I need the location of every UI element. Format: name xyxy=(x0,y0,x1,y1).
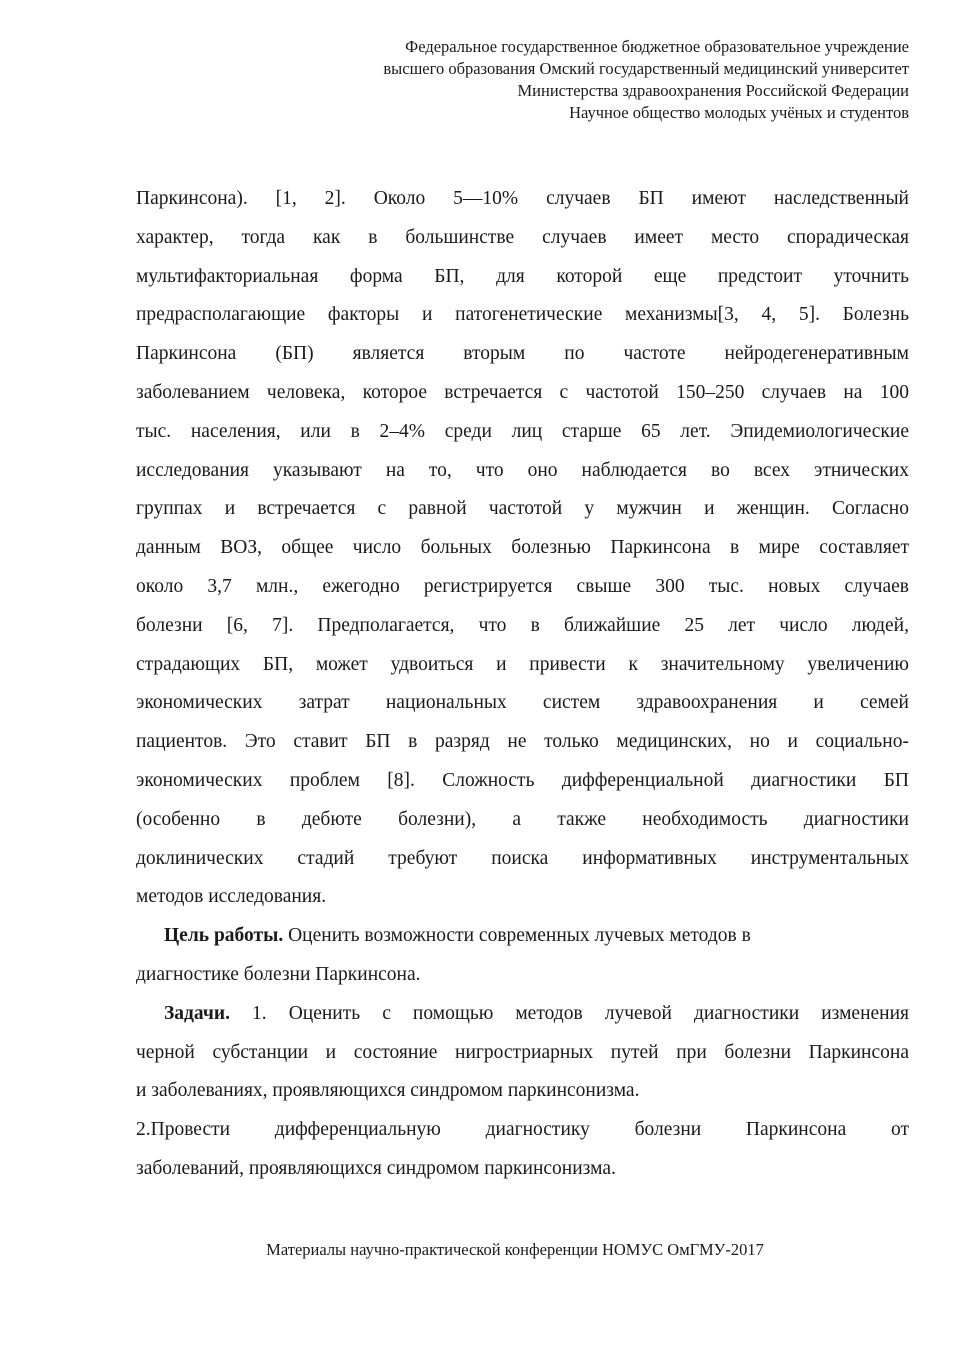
intro-paragraph xyxy=(136,180,909,917)
text-line: заболеванием человека, которое встречается с частотой 150–250 случаев на 100 xyxy=(136,381,909,403)
text-line: группах и встречается с равной частотой у мужчин и женщин. Согласно xyxy=(136,498,909,520)
tasks-paragraph xyxy=(136,995,909,1189)
text-line: доклинических стадий требуют поиска информативных инструментальных xyxy=(136,847,909,869)
text-line: предрасполагающие факторы и патогенетические механизмы[3, 4, 5]. Болезнь xyxy=(136,304,909,326)
conference-footer: Материалы научно-практической конференции НОМУС ОмГМУ-2017 xyxy=(266,1240,764,1259)
text-line: мультифакториальная форма БП, для которой еще предстоит уточнить xyxy=(136,265,909,287)
text-line: 2.Провести дифференциальную диагностику болезни Паркинсона от xyxy=(136,1119,909,1141)
institution-header xyxy=(136,36,909,124)
text-line: Паркинсона). [1, 2]. Около 5—10% случаев БП имеют наследственный xyxy=(136,188,909,209)
goal-text: Оценить возможности современных лучевых методов в xyxy=(283,925,751,947)
text-line: характер, тогда как в большинстве случаев имеет место спорадическая xyxy=(136,226,909,248)
text-line xyxy=(136,995,909,1034)
text-line: данным ВОЗ, общее число больных болезнью Паркинсона в мире составляет xyxy=(136,537,909,559)
text-line: методов исследования. xyxy=(136,886,327,908)
text-line: и заболеваниях, проявляющихся синдромом паркинсонизма. xyxy=(136,1080,640,1102)
text-line: заболеваний, проявляющихся синдромом паркинсонизма. xyxy=(136,1157,616,1179)
text-line: болезни [6, 7]. Предполагается, что в ближайшие 25 лет число людей, xyxy=(136,614,909,636)
main-text xyxy=(136,180,909,1189)
header-line: Научное общество молодых учёных и студентов xyxy=(569,103,909,122)
goal-label: Цель работы. xyxy=(164,925,284,947)
text-line: экономических проблем [8]. Сложность дифференциальной диагностики БП xyxy=(136,769,909,791)
text-line xyxy=(136,917,909,956)
header-line: Федеральное государственное бюджетное образовательное учреждение xyxy=(405,37,909,56)
tasks-text: 1. Оценить с помощью методов лучевой диагностики изменения xyxy=(229,1002,909,1024)
header-line: Министерства здравоохранения Российской Федерации xyxy=(517,81,909,100)
text-line: пациентов. Это ставит БП в разряд не только медицинских, но и социально- xyxy=(136,731,909,753)
text-line: диагностике болезни Паркинсона. xyxy=(136,963,421,985)
text-line: черной субстанции и состояние нигростриарных путей при болезни Паркинсона xyxy=(136,1041,909,1063)
goal-paragraph xyxy=(136,917,909,995)
tasks-label: Задачи. xyxy=(164,1002,230,1024)
text-line: тыс. населения, или в 2–4% среди лиц старше 65 лет. Эпидемиологические xyxy=(136,420,909,442)
text-line: Паркинсона (БП) является вторым по частоте нейродегенеративным xyxy=(136,343,909,365)
text-line: около 3,7 млн., ежегодно регистрируется свыше 300 тыс. новых случаев xyxy=(136,575,909,597)
text-line: исследования указывают на то, что оно наблюдается во всех этнических xyxy=(136,459,909,481)
text-line: (особенно в дебюте болезни), а также необходимость диагностики xyxy=(136,808,909,830)
header-line: высшего образования Омский государственный медицинский университет xyxy=(383,59,909,78)
text-line: экономических затрат национальных систем здравоохранения и семей xyxy=(136,692,909,714)
text-line: страдающих БП, может удвоиться и привести к значительному увеличению xyxy=(136,653,909,675)
